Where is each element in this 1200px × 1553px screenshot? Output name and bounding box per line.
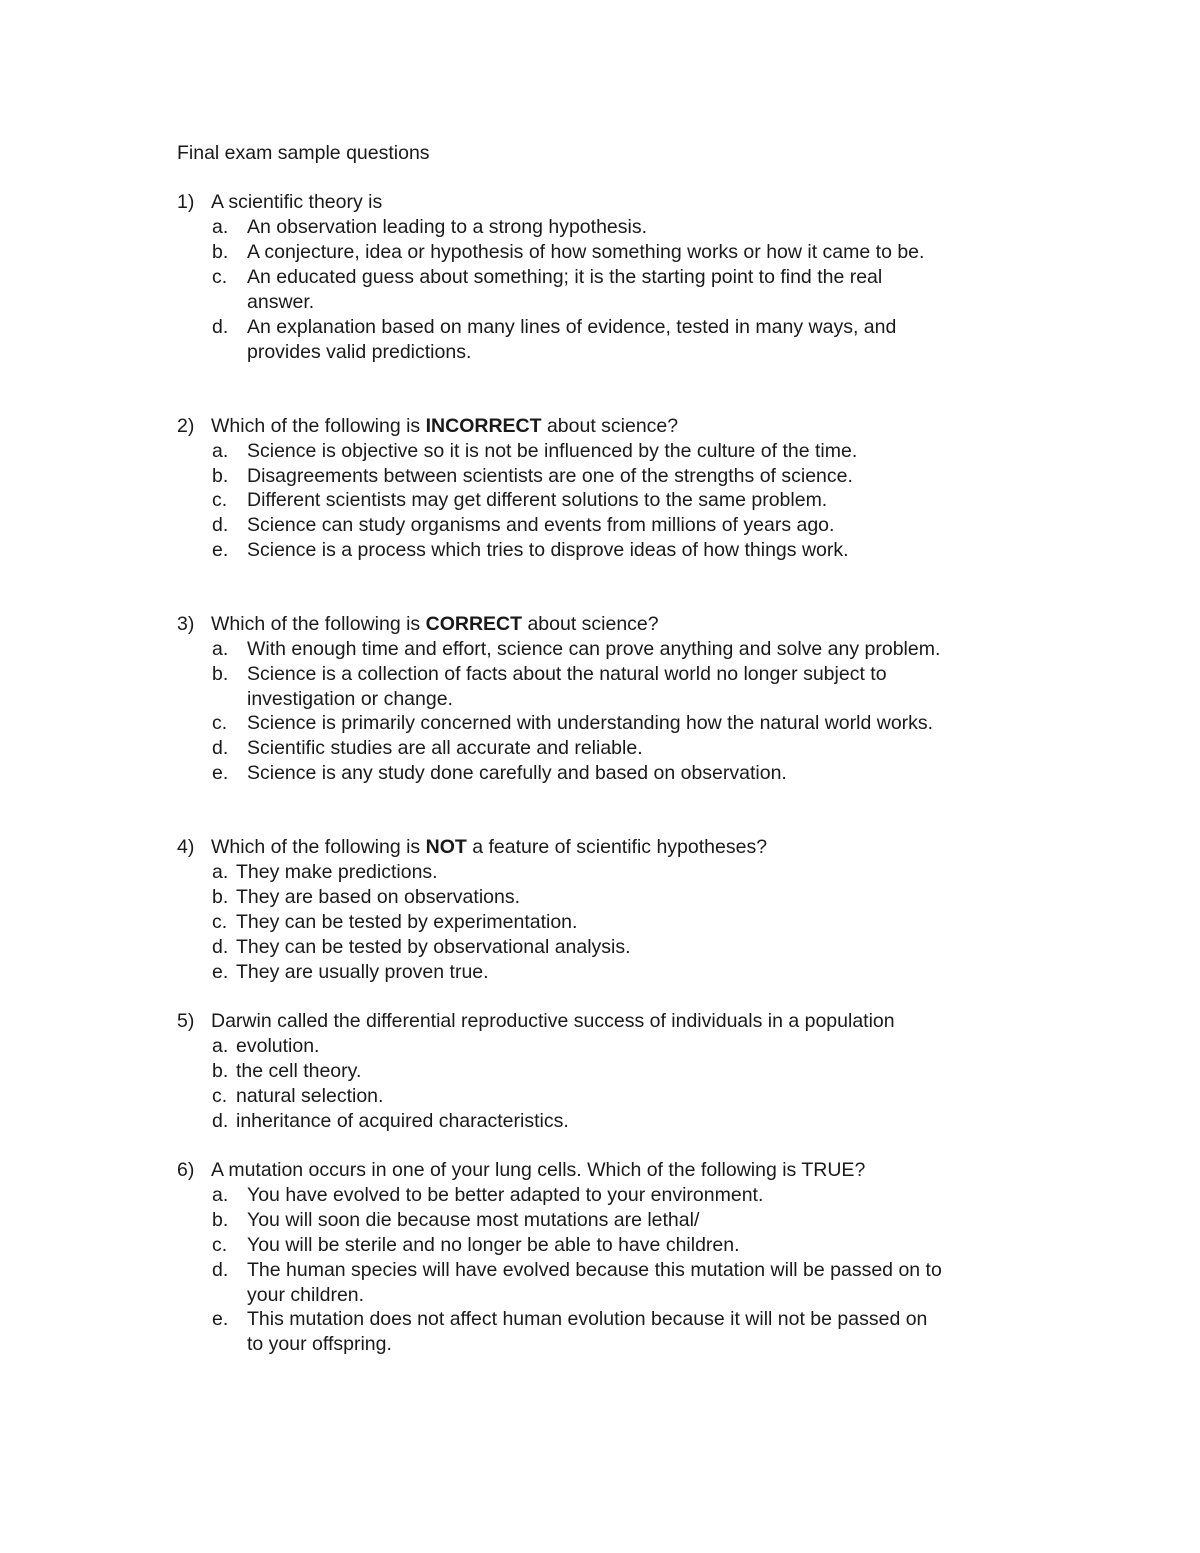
- question-1-number: 1): [177, 191, 195, 213]
- q5-option-a-text: evolution.: [236, 1035, 320, 1057]
- question-3-prompt: Which of the following is CORRECT about science?: [211, 613, 659, 635]
- question-3-number: 3): [177, 613, 195, 635]
- q3-emphasis: CORRECT: [425, 613, 523, 635]
- q2-option-c-text: Different scientists may get different solutions to the same problem.: [247, 489, 828, 511]
- q2-option-a-letter: a.: [212, 440, 229, 462]
- question-2-prompt: Which of the following is INCORRECT about science?: [211, 415, 679, 437]
- page-title: Final exam sample questions: [177, 142, 430, 164]
- question-6-prompt: A mutation occurs in one of your lung cells. Which of the following is TRUE?: [211, 1159, 866, 1181]
- q2-option-d-letter: d.: [212, 514, 229, 536]
- q6-option-d-text-cont: your children.: [247, 1284, 365, 1306]
- q4-option-d-text: They can be tested by observational analysis.: [236, 936, 631, 958]
- q5-option-c-letter: c.: [212, 1085, 228, 1107]
- q1-option-b-text: A conjecture, idea or hypothesis of how something works or how it came to be.: [247, 241, 925, 263]
- q5-option-d-letter: d.: [212, 1110, 229, 1132]
- question-4-prompt: Which of the following is NOT a feature of scientific hypotheses?: [211, 836, 768, 858]
- q3-option-a-letter: a.: [212, 638, 229, 660]
- q6-option-c-text: You will be sterile and no longer be able to have children.: [247, 1234, 740, 1256]
- q5-option-c-text: natural selection.: [236, 1085, 384, 1107]
- q2-option-e-letter: e.: [212, 539, 229, 561]
- question-6-number: 6): [177, 1159, 195, 1181]
- q3-option-b-letter: b.: [212, 663, 229, 685]
- q4-option-b-text: They are based on observations.: [236, 886, 521, 908]
- q5-option-b-text: the cell theory.: [236, 1060, 362, 1082]
- q6-option-b-text: You will soon die because most mutations are lethal/: [247, 1209, 700, 1231]
- q1-option-d-text-cont: provides valid predictions.: [247, 341, 472, 363]
- q6-option-e-text: This mutation does not affect human evolution because it will not be passed on: [247, 1308, 928, 1330]
- q2-emphasis: INCORRECT: [425, 415, 542, 437]
- q2-option-c-letter: c.: [212, 489, 228, 511]
- q1-option-c-text-cont: answer.: [247, 291, 315, 313]
- q1-option-a-letter: a.: [212, 216, 229, 238]
- q2-option-a-text: Science is objective so it is not be influenced by the culture of the time.: [247, 440, 858, 462]
- q6-option-a-letter: a.: [212, 1184, 229, 1206]
- q1-option-d-text: An explanation based on many lines of evidence, tested in many ways, and: [247, 316, 897, 338]
- q5-option-b-letter: b.: [212, 1060, 229, 1082]
- q1-option-a-text: An observation leading to a strong hypothesis.: [247, 216, 648, 238]
- q4-option-d-letter: d.: [212, 936, 229, 958]
- q4-option-a-letter: a.: [212, 861, 229, 883]
- q6-option-c-letter: c.: [212, 1234, 228, 1256]
- q6-option-a-text: You have evolved to be better adapted to your environment.: [247, 1184, 764, 1206]
- q2-option-b-letter: b.: [212, 465, 229, 487]
- q4-option-c-text: They can be tested by experimentation.: [236, 911, 578, 933]
- q1-option-d-letter: d.: [212, 316, 229, 338]
- q5-option-d-text: inheritance of acquired characteristics.: [236, 1110, 569, 1132]
- q3-option-b-text-cont: investigation or change.: [247, 688, 453, 710]
- q6-option-d-text: The human species will have evolved because this mutation will be passed on to: [247, 1259, 942, 1281]
- question-4-number: 4): [177, 836, 195, 858]
- q3-option-d-letter: d.: [212, 737, 229, 759]
- q3-option-c-text: Science is primarily concerned with understanding how the natural world works.: [247, 712, 934, 734]
- q3-option-e-text: Science is any study done carefully and based on observation.: [247, 762, 787, 784]
- q3-option-e-letter: e.: [212, 762, 229, 784]
- q4-option-a-text: They make predictions.: [236, 861, 438, 883]
- q6-option-b-letter: b.: [212, 1209, 229, 1231]
- q1-option-b-letter: b.: [212, 241, 229, 263]
- q5-option-a-letter: a.: [212, 1035, 229, 1057]
- q3-option-b-text: Science is a collection of facts about the natural world no longer subject to: [247, 663, 887, 685]
- q2-option-b-text: Disagreements between scientists are one of the strengths of science.: [247, 465, 853, 487]
- q6-option-e-letter: e.: [212, 1308, 229, 1330]
- q1-option-c-letter: c.: [212, 266, 228, 288]
- q2-option-e-text: Science is a process which tries to disprove ideas of how things work.: [247, 539, 849, 561]
- question-5-prompt: Darwin called the differential reproductive success of individuals in a population: [211, 1010, 895, 1032]
- q6-option-e-text-cont: to your offspring.: [247, 1333, 392, 1355]
- q3-option-a-text: With enough time and effort, science can prove anything and solve any problem.: [247, 638, 941, 660]
- q1-option-c-text: An educated guess about something; it is the starting point to find the real: [247, 266, 883, 288]
- question-2-number: 2): [177, 415, 195, 437]
- q4-option-c-letter: c.: [212, 911, 228, 933]
- q2-option-d-text: Science can study organisms and events from millions of years ago.: [247, 514, 835, 536]
- q3-option-c-letter: c.: [212, 712, 228, 734]
- q3-option-d-text: Scientific studies are all accurate and reliable.: [247, 737, 643, 759]
- q4-option-e-letter: e.: [212, 961, 229, 983]
- q6-option-d-letter: d.: [212, 1259, 229, 1281]
- question-5-number: 5): [177, 1010, 195, 1032]
- q4-option-e-text: They are usually proven true.: [236, 961, 489, 983]
- question-1-prompt: A scientific theory is: [211, 191, 383, 213]
- q4-emphasis: NOT: [425, 836, 467, 858]
- q4-option-b-letter: b.: [212, 886, 229, 908]
